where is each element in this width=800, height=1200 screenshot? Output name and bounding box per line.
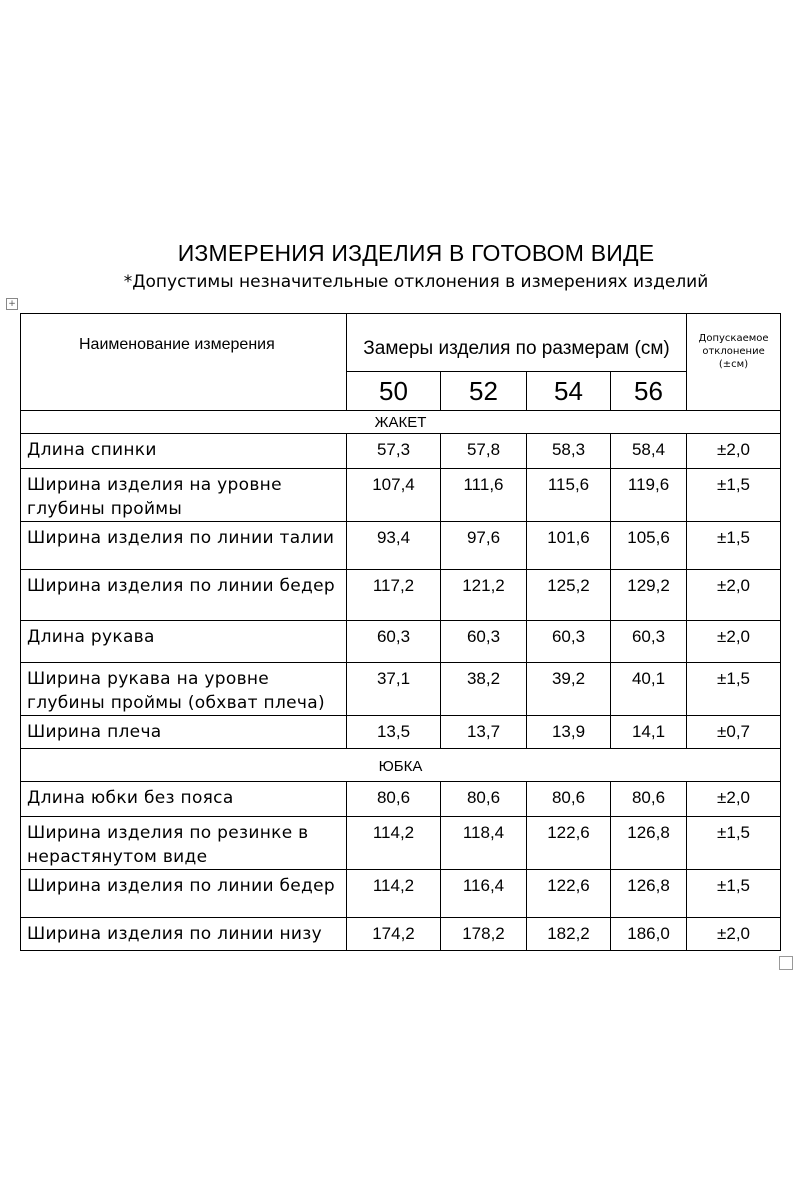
row-value-size-54: 125,2 <box>527 570 611 621</box>
section-title: ЖАКЕТ <box>21 411 781 434</box>
table-row <box>21 716 781 749</box>
table-row <box>21 870 781 918</box>
row-measurement-name: Ширина изделия по линии бедер <box>21 570 347 621</box>
header-sizes-group: Замеры изделия по размерам (см) <box>347 314 687 372</box>
table-row <box>21 621 781 663</box>
row-value-size-52: 38,2 <box>441 663 527 716</box>
table-row <box>21 817 781 870</box>
row-value-size-56: 80,6 <box>611 782 687 817</box>
row-value-size-54: 122,6 <box>527 870 611 918</box>
row-value-size-54: 122,6 <box>527 817 611 870</box>
row-value-size-54: 13,9 <box>527 716 611 749</box>
row-measurement-name: Ширина плеча <box>21 716 347 749</box>
row-value-size-52: 116,4 <box>441 870 527 918</box>
row-value-size-54: 80,6 <box>527 782 611 817</box>
row-value-size-56: 129,2 <box>611 570 687 621</box>
table-row <box>21 918 781 951</box>
row-value-size-54: 58,3 <box>527 434 611 469</box>
row-value-size-50: 114,2 <box>347 870 441 918</box>
header-size-52: 52 <box>441 372 527 411</box>
row-value-size-56: 14,1 <box>611 716 687 749</box>
table-row <box>21 522 781 570</box>
row-value-size-50: 93,4 <box>347 522 441 570</box>
row-value-size-52: 111,6 <box>441 469 527 522</box>
table-row <box>21 570 781 621</box>
row-value-size-52: 13,7 <box>441 716 527 749</box>
header-size-56: 56 <box>611 372 687 411</box>
row-measurement-name: Ширина изделия по линии бедер <box>21 870 347 918</box>
row-measurement-name: Длина рукава <box>21 621 347 663</box>
page-title: ИЗМЕРЕНИЯ ИЗДЕЛИЯ В ГОТОВОМ ВИДЕ <box>177 240 655 266</box>
row-value-size-50: 114,2 <box>347 817 441 870</box>
row-value-size-54: 115,6 <box>527 469 611 522</box>
table-row <box>21 469 781 522</box>
row-value-size-52: 178,2 <box>441 918 527 951</box>
row-tolerance: ±2,0 <box>687 782 781 817</box>
row-value-size-50: 117,2 <box>347 570 441 621</box>
header-measurement-name: Наименование измерения <box>21 314 347 411</box>
row-value-size-54: 101,6 <box>527 522 611 570</box>
row-measurement-name: Ширина изделия на уровне глубины проймы <box>21 469 347 522</box>
row-value-size-54: 60,3 <box>527 621 611 663</box>
row-value-size-56: 119,6 <box>611 469 687 522</box>
row-measurement-name: Ширина рукава на уровне глубины проймы (обхват плеча) <box>21 663 347 716</box>
row-value-size-52: 57,8 <box>441 434 527 469</box>
header-deviation <box>687 314 781 411</box>
table-move-handle-icon[interactable]: + <box>6 298 18 310</box>
row-value-size-56: 60,3 <box>611 621 687 663</box>
row-value-size-50: 174,2 <box>347 918 441 951</box>
row-tolerance: ±0,7 <box>687 716 781 749</box>
row-value-size-52: 60,3 <box>441 621 527 663</box>
row-measurement-name: Длина юбки без пояса <box>21 782 347 817</box>
header-size-50: 50 <box>347 372 441 411</box>
row-value-size-50: 60,3 <box>347 621 441 663</box>
row-tolerance: ±2,0 <box>687 434 781 469</box>
row-measurement-name: Ширина изделия по резинке в нерастянутом виде <box>21 817 347 870</box>
row-value-size-50: 57,3 <box>347 434 441 469</box>
table-row <box>21 663 781 716</box>
row-tolerance: ±1,5 <box>687 663 781 716</box>
row-tolerance: ±2,0 <box>687 570 781 621</box>
row-value-size-54: 39,2 <box>527 663 611 716</box>
row-value-size-50: 107,4 <box>347 469 441 522</box>
row-tolerance: ±1,5 <box>687 870 781 918</box>
row-value-size-56: 105,6 <box>611 522 687 570</box>
header-deviation-line: (±см) <box>718 359 749 370</box>
row-value-size-56: 126,8 <box>611 817 687 870</box>
page-subtitle: *Допустимы незначительные отклонения в измерениях изделий <box>123 272 709 292</box>
row-tolerance: ±2,0 <box>687 621 781 663</box>
row-measurement-name: Ширина изделия по линии низу <box>21 918 347 951</box>
row-value-size-56: 186,0 <box>611 918 687 951</box>
row-value-size-54: 182,2 <box>527 918 611 951</box>
header-deviation-line: Допускаемое <box>698 333 769 344</box>
row-value-size-56: 40,1 <box>611 663 687 716</box>
table-row <box>21 782 781 817</box>
row-value-size-52: 97,6 <box>441 522 527 570</box>
table-row <box>21 434 781 469</box>
row-tolerance: ±1,5 <box>687 522 781 570</box>
row-value-size-50: 13,5 <box>347 716 441 749</box>
row-value-size-50: 37,1 <box>347 663 441 716</box>
row-measurement-name: Длина спинки <box>21 434 347 469</box>
row-value-size-52: 118,4 <box>441 817 527 870</box>
row-value-size-52: 121,2 <box>441 570 527 621</box>
row-value-size-50: 80,6 <box>347 782 441 817</box>
row-value-size-52: 80,6 <box>441 782 527 817</box>
header-size-54: 54 <box>527 372 611 411</box>
row-value-size-56: 126,8 <box>611 870 687 918</box>
table-resize-handle-icon[interactable] <box>779 956 793 970</box>
row-tolerance: ±1,5 <box>687 817 781 870</box>
row-tolerance: ±2,0 <box>687 918 781 951</box>
header-deviation-line: отклонение <box>702 346 765 357</box>
row-value-size-56: 58,4 <box>611 434 687 469</box>
measurements-table <box>20 313 781 951</box>
row-measurement-name: Ширина изделия по линии талии <box>21 522 347 570</box>
section-title: ЮБКА <box>21 749 781 782</box>
row-tolerance: ±1,5 <box>687 469 781 522</box>
